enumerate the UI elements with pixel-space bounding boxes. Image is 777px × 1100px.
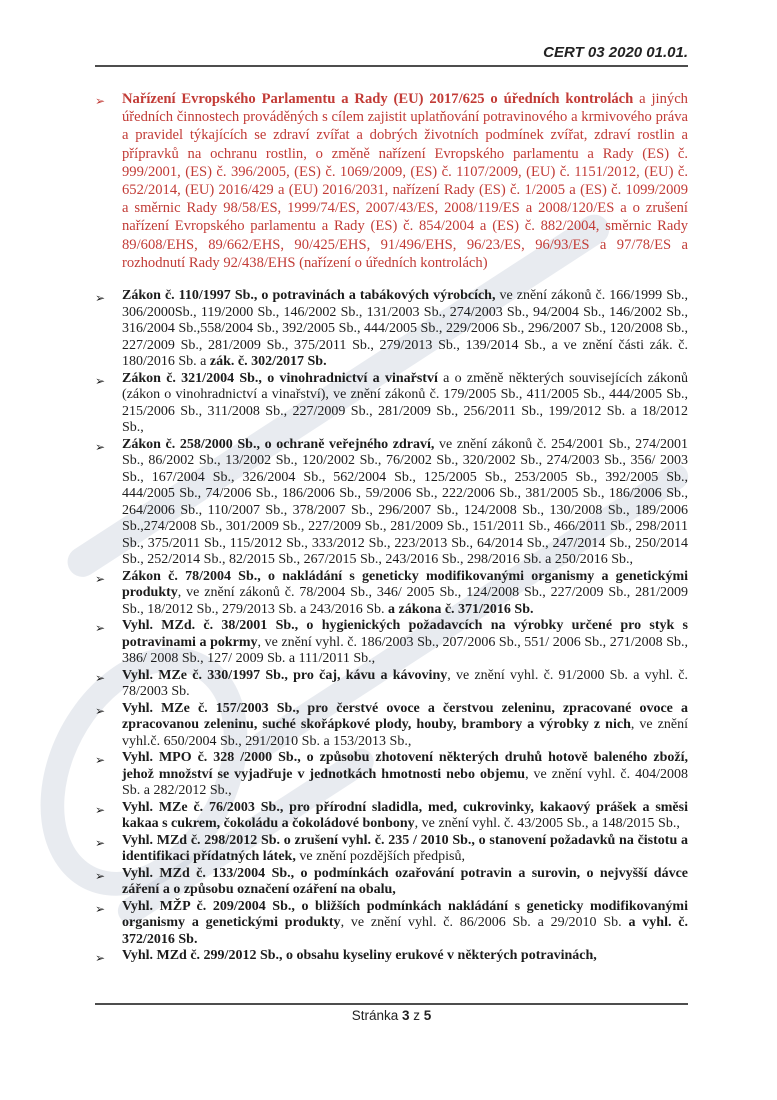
legal-acts-list [95, 288, 688, 967]
arrow-bullet-icon: ➢ [95, 901, 106, 916]
text-segment: , ve znění vyhl. č. 404/2008 Sb. a 282/2012 Sb., [122, 766, 688, 799]
page-number-of: z [413, 1008, 421, 1023]
bold-text-segment: Vyhl. MZe č. 157/2003 Sb., pro čerstvé ovoce a čerstvou zeleninu, zpracované ovoce a zpracovanou zeleninu, suché skořápkové plody, houby, brambory a výrobky z nich [122, 700, 688, 733]
arrow-bullet-icon: ➢ [95, 951, 106, 966]
arrow-bullet-icon: ➢ [95, 291, 106, 306]
text-segment: , ve znění vyhl. č. 43/2005 Sb., a 148/2015 Sb., [414, 816, 680, 832]
bold-text-segment: Zákon č. 258/2000 Sb., o ochraně veřejného zdraví, [122, 436, 435, 452]
regulation-list-red [95, 90, 688, 272]
header-rule [95, 65, 688, 67]
text-segment: , ve znění zákonů č. 78/2004 Sb., 346/ 2005 Sb., 124/2008 Sb., 227/2009 Sb., 281/2009 Sb., 18/2012 Sb., 279/2013 Sb. a 243/2016 Sb. [122, 585, 688, 617]
text-segment: , ve znění vyhl. č. 186/2003 Sb., 207/2006 Sb., 551/ 2006 Sb., 271/2008 Sb., 386/ 2008 Sb., 127/ 2009 Sb. a 111/2011 Sb., [122, 634, 688, 667]
text-segment: ve znění zákonů č. 254/2001 Sb., 274/2001 Sb., 86/2002 Sb., 13/2002 Sb., 120/2002 Sb., 76/2002 Sb., 320/2002 Sb., 274/2003 Sb., 356/ 2003 Sb., 167/2004 Sb., 326/2004 Sb., 562/2004 Sb., 125/2005 Sb., 253/2005 Sb., 392/2005 Sb., 444/2005 Sb., 74/2006 Sb., 186/2006 Sb., 59/2006 Sb., 222/2006 Sb., 381/2005 Sb., 186/2006 Sb., 264/2006 Sb., 110/2007 Sb., 378/2007 Sb., 296/2007 Sb., 124/2008 Sb., 130/2008 Sb., 189/2006 Sb.,274/2008 Sb., 301/2009 Sb., 227/2009 Sb., 281/2009 Sb., 151/2011 Sb., 466/2011 Sb., 298/2011 Sb., 375/2011 Sb., 115/2012 Sb., 333/2012 Sb., 223/2013 Sb., 64/2014 Sb., 247/2014 Sb., 250/2014 Sb., 252/2014 Sb., 82/2015 Sb., 267/2015 Sb., 243/2016 Sb., 298/2016 Sb. a 250/2016 Sb., [122, 436, 688, 568]
list-item [95, 866, 688, 899]
page-content [95, 0, 688, 967]
list-item-text [122, 371, 688, 437]
list-item [95, 701, 688, 751]
list-item-text [122, 833, 688, 866]
list-item [95, 288, 688, 371]
list-item-text [122, 569, 688, 619]
header-title: CERT 03 2020 01.01. [543, 44, 688, 61]
list-item-text [122, 866, 688, 899]
bold-text-segment: Vyhl. MPO č. 328 /2000 Sb., o způsobu zhotovení některých druhů hotově baleného zboží, jehož množství se vyjadřuje v jednotkách hmotnosti nebo objemu [122, 750, 688, 782]
list-item-text [122, 437, 688, 569]
list-item-text [122, 750, 688, 800]
bold-text-segment: Vyhl. MZe č. 76/2003 Sb., pro přírodní sladidla, med, cukrovinky, kakaový prášek a směsi kakaa s cukrem, čokoládu a čokoládové bonbony [122, 799, 688, 832]
list-item [95, 800, 688, 833]
bold-text-segment: Vyhl. MZd č. 299/2012 Sb., o obsahu kyseliny erukové v některých potravinách, [122, 948, 597, 964]
bold-text-segment: Vyhl. MZd č. 298/2012 Sb. o zrušení vyhl. č. 235 / 2010 Sb., o stanovení požadavků na čistotu a identifikaci přídatných látek, [122, 832, 688, 865]
page-number-prefix: Stránka [351, 1008, 399, 1023]
arrow-bullet-icon: ➢ [95, 439, 106, 454]
bold-text-segment: a vyhl. č. 372/2016 Sb. [122, 915, 689, 947]
list-item [95, 90, 688, 272]
page-number [95, 1008, 688, 1023]
list-item-text [122, 899, 688, 949]
page-footer [95, 1003, 688, 1023]
arrow-bullet-icon: ➢ [95, 94, 106, 108]
list-item [95, 618, 688, 668]
list-item [95, 668, 688, 701]
text-segment: ve znění zákonů č. 166/1999 Sb., 306/2000Sb., 119/2000 Sb., 146/2002 Sb., 131/2003 Sb., 274/2003 Sb., 94/2004 Sb., 146/2002 Sb., 316/2004 Sb.,558/2004 Sb., 392/2005 Sb., 444/2005 Sb., 229/2006 Sb., 296/2007 Sb., 120/2008 Sb., 227/2009 Sb., 281/2009 Sb., 375/2011 Sb., 279/2013 Sb., 139/2014 Sb., a ve znění části zák. č. 180/2016 Sb. a [122, 288, 688, 370]
list-item-text [122, 618, 688, 668]
bold-text-segment: Zákon č. 78/2004 Sb., o nakládání s geneticky modifikovanými organismy a genetickými produkty [122, 568, 688, 601]
arrow-bullet-icon: ➢ [95, 670, 106, 685]
arrow-bullet-icon: ➢ [95, 703, 106, 718]
page-number-total: 5 [423, 1008, 432, 1023]
list-item [95, 899, 688, 949]
text-segment: , ve znění vyhl. č. 86/2006 Sb. a 29/2010 Sb. [340, 915, 629, 931]
arrow-bullet-icon: ➢ [95, 835, 106, 850]
bold-text-segment: Vyhl. MZe č. 330/1997 Sb., pro čaj, kávu a kávoviny [122, 667, 448, 683]
text-segment: a jiných úředních činnostech prováděných s cílem zajistit uplatňování potravinového a krmivového práva a pravidel týkajících se zdraví zvířat a dobrých životních podmínek zvířat, zdraví rostlin a přípravků na ochranu rostlin, o změně nařízení Evropského parlamentu a Rady (ES) č. 999/2001, (ES) č. 396/2005, (ES) č. 1069/2009, (ES) č. 1107/2009, (EU) č. 1151/2012, (EU) č. 652/2014, (EU) 2016/429 a (EU) 2016/2031, nařízení Rady (ES) č. 1/2005 a (ES) č. 1099/2009 a směrnic Rady 98/58/ES, 1999/74/ES, 2007/43/ES, 2008/119/ES a 2008/120/ES a o zrušení nařízení Evropského parlamentu a Rady (ES) č. 854/2004 a (ES) č. 882/2004, směrnic Rady 89/608/EHS, 89/662/EHS, 90/425/EHS, 91/496/EHS, 96/23/ES, 96/93/ES a 97/78/ES a rozhodnutí Rady 92/438/EHS (nařízení o úředních kontrolách) [122, 91, 688, 271]
bold-text-segment: a zákona č. 371/2016 Sb. [388, 601, 534, 617]
bold-text-segment: Nařízení Evropského Parlamentu a Rady (EU) 2017/625 o úředních kontrolách [122, 91, 634, 107]
bold-text-segment: Vyhl. MZd č. 133/2004 Sb., o podmínkách ozařování potravin a surovin, o nejvyšší dávce záření a o způsobu označení ozáření na obalu, [122, 865, 688, 898]
footer-rule [95, 1003, 688, 1005]
list-item [95, 750, 688, 800]
bold-text-segment: Zákon č. 110/1997 Sb., o potravinách a tabákových výrobcích, [122, 288, 496, 304]
bold-text-segment: Zákon č. 321/2004 Sb., o vinohradnictví a vinařství [122, 370, 438, 386]
arrow-bullet-icon: ➢ [95, 571, 106, 586]
list-item-text [122, 948, 688, 965]
bold-text-segment: Vyhl. MŽP č. 209/2004 Sb., o bližších podmínkách nakládání s geneticky modifikovanými organismy a genetickými produkty [122, 898, 688, 931]
arrow-bullet-icon: ➢ [95, 868, 106, 883]
list-item-text [122, 90, 688, 272]
bold-text-segment: Vyhl. MZd. č. 38/2001 Sb., o hygienických požadavcích na výrobky určené pro styk s potravinami a pokrmy [122, 618, 688, 650]
list-item [95, 948, 688, 967]
page-header [95, 0, 688, 61]
text-segment: a o změně některých souvisejících zákonů (zákon o vinohradnictví a vinařství), ve znění zákonů č. 179/2005 Sb., 411/2005 Sb., 444/2005 Sb., 215/2006 Sb., 311/2008 Sb., 227/2009 Sb., 281/2009 Sb., 256/2011 Sb., 199/2012 Sb. a 18/2012 Sb., [122, 370, 688, 436]
list-item-text [122, 668, 688, 701]
page-number-current: 3 [401, 1008, 410, 1023]
arrow-bullet-icon: ➢ [95, 753, 106, 768]
arrow-bullet-icon: ➢ [95, 373, 106, 388]
arrow-bullet-icon: ➢ [95, 621, 106, 636]
bold-text-segment: zák. č. 302/2017 Sb. [209, 354, 327, 370]
list-item-text [122, 701, 688, 751]
list-item [95, 437, 688, 569]
list-item [95, 833, 688, 866]
list-item-text [122, 288, 688, 371]
list-item [95, 371, 688, 437]
arrow-bullet-icon: ➢ [95, 802, 106, 817]
list-item-text [122, 800, 688, 833]
text-segment: , ve znění vyhl.č. 650/2004 Sb., 291/2010 Sb. a 153/2013 Sb., [122, 717, 688, 749]
text-segment: , ve znění vyhl. č. 91/2000 Sb. a vyhl. č. 78/2003 Sb. [122, 667, 688, 700]
text-segment: ve znění pozdějších předpisů, [295, 849, 465, 865]
list-item [95, 569, 688, 619]
